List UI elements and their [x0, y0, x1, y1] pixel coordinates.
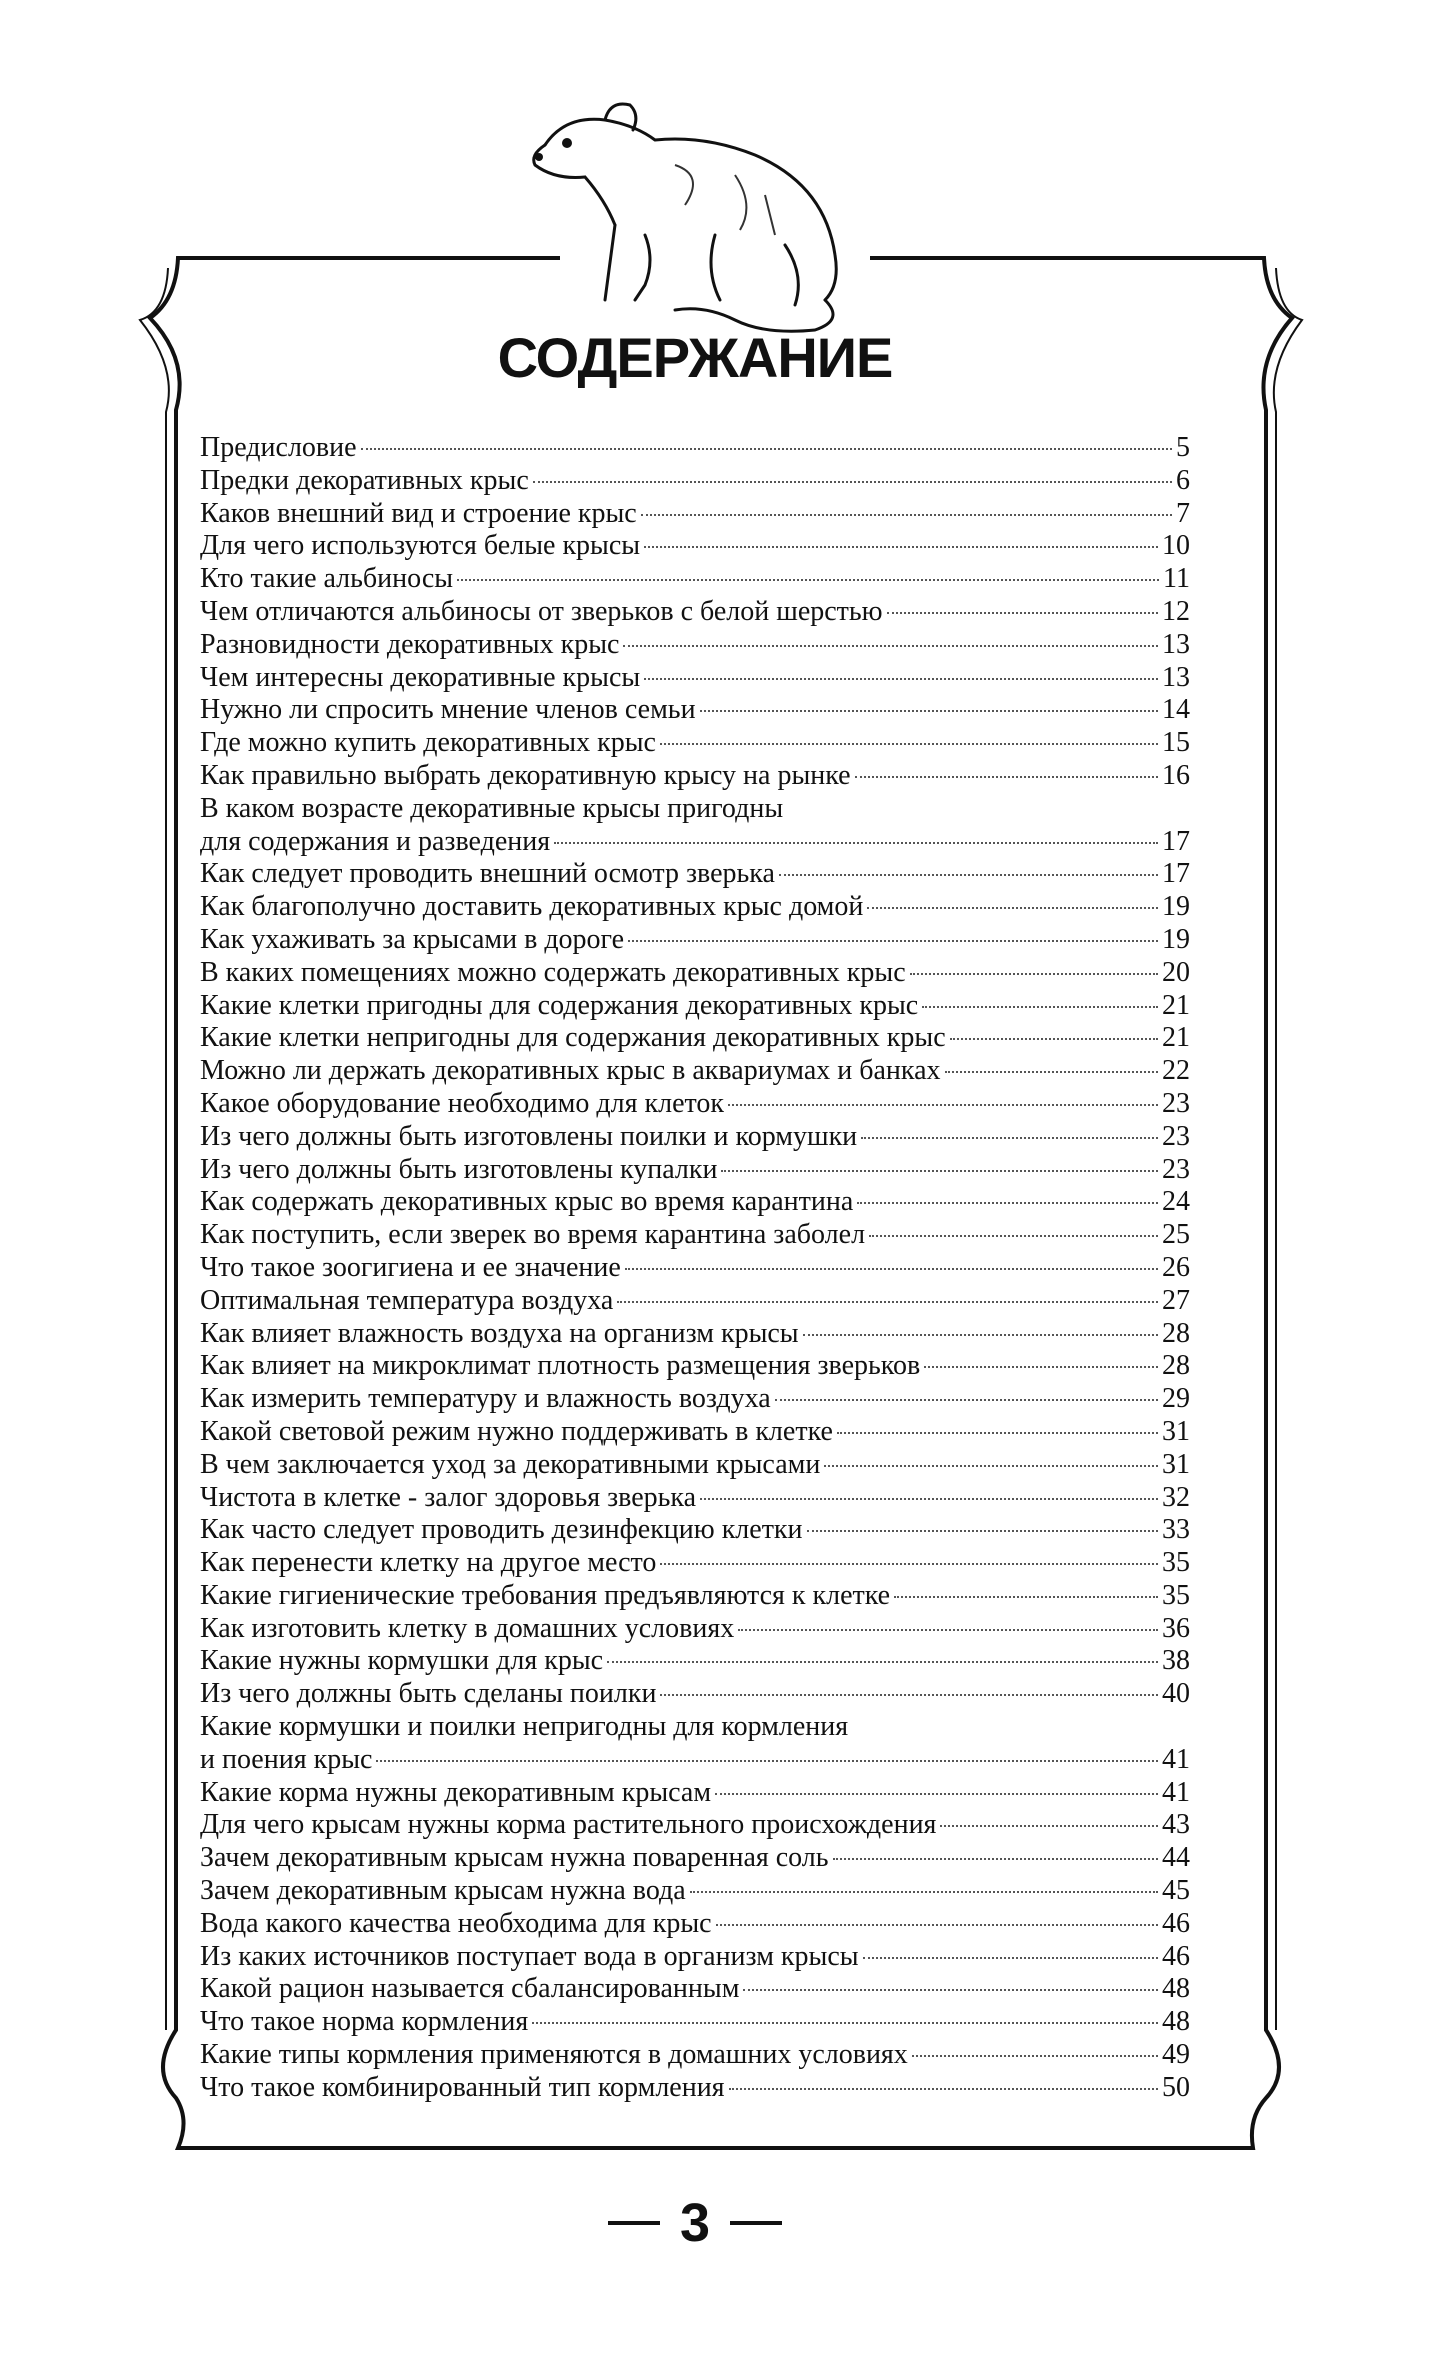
toc-line	[200, 1645, 1190, 1678]
toc-entry	[200, 465, 1190, 498]
toc-entry-title: Какие гигиенические требования предъявляются к клетке	[200, 1579, 891, 1611]
page-number	[580, 2192, 810, 2254]
toc-entry-title: Как влияет влажность воздуха на организм крысы	[200, 1317, 799, 1349]
toc-leader-dots	[700, 710, 1158, 712]
toc-entry-title: Какие кормушки и поилки непригодны для кормления	[200, 1711, 849, 1743]
toc-entry	[200, 498, 1190, 531]
toc-entry	[200, 1973, 1190, 2006]
toc-entry-title: Какое оборудование необходимо для клеток	[200, 1087, 724, 1119]
toc-entry-title: Зачем декоративным крысам нужна вода	[200, 1875, 686, 1907]
toc-entry	[200, 1711, 1190, 1777]
toc-entry-title: Из каких источников поступает вода в организм крысы	[200, 1940, 859, 1972]
toc-leader-dots	[807, 1530, 1158, 1532]
toc-line	[200, 1252, 1190, 1285]
toc-leader-dots	[641, 514, 1172, 516]
toc-page-number: 41	[1162, 1776, 1190, 1808]
toc-leader-dots	[729, 2088, 1158, 2090]
toc-page-number: 35	[1162, 1547, 1190, 1579]
toc-entry	[200, 1154, 1190, 1187]
toc-line	[200, 1908, 1190, 1941]
toc-entry-title: для содержания и разведения	[200, 825, 551, 857]
toc-page-number: 25	[1162, 1219, 1190, 1251]
toc-leader-dots	[869, 1235, 1158, 1237]
toc-page-number: 48	[1162, 1973, 1190, 2005]
toc-line	[200, 530, 1190, 563]
toc-leader-dots	[625, 1268, 1158, 1270]
toc-entry-title: Как часто следует проводить дезинфекцию клетки	[200, 1514, 803, 1546]
toc-entry-title: Из чего должны быть изготовлены поилки и кормушки	[200, 1120, 858, 1152]
toc-leader-dots	[912, 2055, 1158, 2057]
toc-entry-title: Как правильно выбрать декоративную крысу на рынке	[200, 759, 851, 791]
toc-page-number: 20	[1162, 956, 1190, 988]
toc-line	[200, 1055, 1190, 1088]
toc-page-number: 14	[1162, 694, 1190, 726]
toc-leader-dots	[863, 1957, 1158, 1959]
toc-leader-dots	[861, 1137, 1158, 1139]
toc-entry-title: Какие клетки пригодны для содержания декоративных крыс	[200, 989, 919, 1021]
toc-entry-title: Как следует проводить внешний осмотр зверька	[200, 858, 775, 890]
toc-line	[200, 1547, 1190, 1580]
toc-line	[200, 1711, 1190, 1744]
toc-entry-title: Как влияет на микроклимат плотность размещения зверьков	[200, 1350, 921, 1382]
toc-entry-title: Зачем декоративным крысам нужна поваренная соль	[200, 1842, 829, 1874]
toc-page-number: 44	[1162, 1842, 1190, 1874]
toc-leader-dots	[824, 1465, 1158, 1467]
toc-entry	[200, 990, 1190, 1023]
toc-entry	[200, 1416, 1190, 1449]
toc-line	[200, 1482, 1190, 1515]
toc-line	[200, 727, 1190, 760]
toc-page-number: 22	[1162, 1055, 1190, 1087]
toc-page-number: 26	[1162, 1251, 1190, 1283]
toc-page-number: 17	[1162, 858, 1190, 890]
toc-entry-title: Для чего используются белые крысы	[200, 530, 641, 562]
toc-page-number: 23	[1162, 1120, 1190, 1152]
toc-entry-title: Что такое зоогигиена и ее значение	[200, 1251, 621, 1283]
toc-entry-title: Оптимальная температура воздуха	[200, 1284, 614, 1316]
toc-entry	[200, 891, 1190, 924]
toc-line	[200, 990, 1190, 1023]
toc-entry	[200, 662, 1190, 695]
toc-leader-dots	[855, 776, 1158, 778]
toc-leader-dots	[803, 1334, 1158, 1336]
toc-entry-title: Как благополучно доставить декоративных крыс домой	[200, 891, 864, 923]
toc-leader-dots	[457, 579, 1159, 581]
rat-illustration	[505, 85, 905, 335]
toc-line	[200, 924, 1190, 957]
toc-leader-dots	[660, 1694, 1158, 1696]
toc-entry-title: Нужно ли спросить мнение членов семьи	[200, 694, 696, 726]
toc-entry	[200, 2039, 1190, 2072]
toc-entry	[200, 1350, 1190, 1383]
toc-entry	[200, 957, 1190, 990]
toc-entry-title: В чем заключается уход за декоративными крысами	[200, 1448, 821, 1480]
toc-page-number: 27	[1162, 1284, 1190, 1316]
toc-entry-title: В каких помещениях можно содержать декоративных крыс	[200, 956, 906, 988]
toc-page-number: 40	[1162, 1678, 1190, 1710]
toc-line	[200, 1777, 1190, 1810]
toc-line	[200, 1613, 1190, 1646]
toc-leader-dots	[533, 481, 1172, 483]
toc-entry-title: Что такое комбинированный тип кормления	[200, 2071, 725, 2103]
toc-line	[200, 1350, 1190, 1383]
toc-entry-title: Где можно купить декоративных крыс	[200, 727, 656, 759]
toc-line	[200, 2039, 1190, 2072]
toc-entry	[200, 793, 1190, 859]
toc-leader-dots	[728, 1104, 1158, 1106]
toc-page-number: 21	[1162, 1022, 1190, 1054]
toc-line	[200, 1875, 1190, 1908]
toc-page-number: 32	[1162, 1481, 1190, 1513]
toc-line	[200, 1809, 1190, 1842]
toc-entry	[200, 1580, 1190, 1613]
toc-entry	[200, 1613, 1190, 1646]
toc-leader-dots	[743, 1989, 1158, 1991]
toc-leader-dots	[924, 1366, 1158, 1368]
toc-page-number: 43	[1162, 1809, 1190, 1841]
toc-leader-dots	[894, 1596, 1158, 1598]
toc-page-number: 17	[1162, 825, 1190, 857]
toc-leader-dots	[628, 940, 1158, 942]
toc-entry	[200, 1547, 1190, 1580]
toc-leader-dots	[738, 1629, 1158, 1631]
toc-leader-dots	[623, 645, 1158, 647]
toc-leader-dots	[644, 678, 1158, 680]
toc-leader-dots	[644, 546, 1158, 548]
toc-entry-title: Какие клетки непригодны для содержания декоративных крыс	[200, 1022, 946, 1054]
toc-page-number: 16	[1162, 759, 1190, 791]
toc-page-number: 11	[1163, 563, 1190, 595]
toc-entry	[200, 2006, 1190, 2039]
toc-entry	[200, 530, 1190, 563]
toc-page-number: 23	[1162, 1153, 1190, 1185]
toc-page-number: 36	[1162, 1612, 1190, 1644]
toc-line	[200, 1941, 1190, 1974]
toc-leader-dots	[660, 1563, 1158, 1565]
toc-line	[200, 694, 1190, 727]
toc-leader-dots	[950, 1038, 1158, 1040]
toc-entry	[200, 1088, 1190, 1121]
toc-page-number: 38	[1162, 1645, 1190, 1677]
toc-entry	[200, 1318, 1190, 1351]
toc-line	[200, 1186, 1190, 1219]
toc-entry	[200, 1777, 1190, 1810]
toc-line	[200, 793, 1190, 826]
toc-entry	[200, 1383, 1190, 1416]
toc-entry-title: Какие нужны кормушки для крыс	[200, 1645, 604, 1677]
toc-line	[200, 2072, 1190, 2105]
toc-entry-title: Каков внешний вид и строение крыс	[200, 497, 637, 529]
toc-entry	[200, 1022, 1190, 1055]
toc-line	[200, 1318, 1190, 1351]
toc-entry-title: Для чего крысам нужны корма растительного происхождения	[200, 1809, 937, 1841]
dash-right	[730, 2221, 782, 2225]
toc-entry	[200, 1219, 1190, 1252]
toc-entry-title: Какой рацион называется сбалансированным	[200, 1973, 740, 2005]
toc-entry	[200, 727, 1190, 760]
toc-line	[200, 1285, 1190, 1318]
toc-entry	[200, 1678, 1190, 1711]
toc-page-number: 31	[1162, 1415, 1190, 1447]
toc-page-number: 49	[1162, 2039, 1190, 2071]
toc-leader-dots	[775, 1399, 1158, 1401]
toc-entry-title: Кто такие альбиносы	[200, 563, 454, 595]
toc-leader-dots	[910, 973, 1158, 975]
toc-entry	[200, 1842, 1190, 1875]
toc-line	[200, 629, 1190, 662]
toc-leader-dots	[554, 842, 1158, 844]
toc-entry-title: Как изготовить клетку в домашних условиях	[200, 1612, 735, 1644]
toc-entry-title: Какой световой режим нужно поддерживать в клетке	[200, 1415, 833, 1447]
toc-page-number: 6	[1176, 464, 1190, 496]
toc-entry-title: Из чего должны быть сделаны поилки	[200, 1678, 657, 1710]
toc-entry	[200, 1941, 1190, 1974]
toc-page-number: 13	[1162, 628, 1190, 660]
toc-line	[200, 1121, 1190, 1154]
toc-leader-dots	[607, 1661, 1158, 1663]
toc-leader-dots	[857, 1202, 1158, 1204]
toc-page-number: 50	[1162, 2071, 1190, 2103]
toc-leader-dots	[721, 1170, 1158, 1172]
toc-line	[200, 1088, 1190, 1121]
toc-page-number: 15	[1162, 727, 1190, 759]
toc-page-number: 35	[1162, 1579, 1190, 1611]
toc-line	[200, 760, 1190, 793]
page-title: СОДЕРЖАНИЕ	[497, 326, 893, 389]
toc-page-number: 19	[1162, 923, 1190, 955]
toc-entry-title: Из чего должны быть изготовлены купалки	[200, 1153, 718, 1185]
toc-entry	[200, 924, 1190, 957]
toc-leader-dots	[617, 1301, 1158, 1303]
toc-line	[200, 1416, 1190, 1449]
toc-line	[200, 1744, 1190, 1777]
toc-leader-dots	[922, 1006, 1158, 1008]
toc-entry	[200, 1055, 1190, 1088]
toc-leader-dots	[716, 1924, 1158, 1926]
toc-entry	[200, 1908, 1190, 1941]
dash-left	[608, 2221, 660, 2225]
toc-entry-title: Что такое норма кормления	[200, 2006, 529, 2038]
toc-page-number: 45	[1162, 1875, 1190, 1907]
toc-line	[200, 432, 1190, 465]
toc-entry-title: Какие типы кормления применяются в домашних условиях	[200, 2039, 908, 2071]
toc-line	[200, 1842, 1190, 1875]
toc-leader-dots	[945, 1071, 1158, 1073]
toc-line	[200, 1383, 1190, 1416]
toc-line	[200, 1580, 1190, 1613]
toc-page-number: 28	[1162, 1350, 1190, 1382]
toc-page-number: 13	[1162, 661, 1190, 693]
toc-entry-title: Чем отличаются альбиносы от зверьков с белой шерстью	[200, 595, 883, 627]
toc-line	[200, 1022, 1190, 1055]
toc-entry-title: Можно ли держать декоративных крыс в аквариумах и банках	[200, 1055, 941, 1087]
toc-line	[200, 891, 1190, 924]
toc-leader-dots	[867, 907, 1158, 909]
toc-line	[200, 1154, 1190, 1187]
toc-entry	[200, 432, 1190, 465]
toc-entry-title: Как измерить температуру и влажность воздуха	[200, 1383, 771, 1415]
toc-leader-dots	[376, 1760, 1158, 1762]
toc-page-number: 19	[1162, 891, 1190, 923]
toc-entry	[200, 1121, 1190, 1154]
toc-page-number: 33	[1162, 1514, 1190, 1546]
toc-entry	[200, 1186, 1190, 1219]
toc-entry-title: Как поступить, если зверек во время карантина заболел	[200, 1219, 866, 1251]
toc-leader-dots	[715, 1793, 1158, 1795]
toc-leader-dots	[833, 1858, 1158, 1860]
toc-entry-title: Чем интересны декоративные крысы	[200, 661, 641, 693]
toc-line	[200, 858, 1190, 891]
toc-line	[200, 498, 1190, 531]
toc-leader-dots	[361, 448, 1172, 450]
toc-entry	[200, 2072, 1190, 2105]
toc-line	[200, 465, 1190, 498]
toc-page-number: 24	[1162, 1186, 1190, 1218]
toc-line	[200, 596, 1190, 629]
toc-entry	[200, 563, 1190, 596]
toc-entry-title: Как содержать декоративных крыс во время карантина	[200, 1186, 854, 1218]
toc-entry	[200, 1514, 1190, 1547]
toc-entry	[200, 596, 1190, 629]
toc-entry	[200, 1645, 1190, 1678]
toc-leader-dots	[940, 1825, 1158, 1827]
toc-line	[200, 662, 1190, 695]
toc-entry-title: Как перенести клетку на другое место	[200, 1547, 657, 1579]
toc-page-number: 28	[1162, 1317, 1190, 1349]
toc-leader-dots	[660, 743, 1158, 745]
toc-page-number: 46	[1162, 1907, 1190, 1939]
toc-entry	[200, 629, 1190, 662]
toc-leader-dots	[700, 1498, 1158, 1500]
toc-page-number: 7	[1176, 497, 1190, 529]
toc-line	[200, 1973, 1190, 2006]
toc-entry	[200, 694, 1190, 727]
toc-entry-title: Как ухаживать за крысами в дороге	[200, 923, 625, 955]
toc-entry	[200, 1449, 1190, 1482]
toc-line	[200, 1678, 1190, 1711]
toc-page-number: 29	[1162, 1383, 1190, 1415]
toc-page-number: 48	[1162, 2006, 1190, 2038]
toc-leader-dots	[887, 612, 1158, 614]
toc-entry-title: Предки декоративных крыс	[200, 464, 529, 496]
toc-leader-dots	[532, 2022, 1158, 2024]
toc-entry-title: Чистота в клетке - залог здоровья зверька	[200, 1481, 697, 1513]
toc-entry-title: Предисловие	[200, 432, 357, 463]
toc-line	[200, 826, 1190, 859]
toc-entry	[200, 1482, 1190, 1515]
toc-page-number: 41	[1162, 1743, 1190, 1775]
toc-page-number: 46	[1162, 1940, 1190, 1972]
toc-entry	[200, 1252, 1190, 1285]
toc-leader-dots	[690, 1891, 1158, 1893]
toc-entry	[200, 1875, 1190, 1908]
toc-line	[200, 1449, 1190, 1482]
toc-line	[200, 957, 1190, 990]
toc-entry	[200, 760, 1190, 793]
toc-leader-dots	[779, 874, 1158, 876]
toc-page-number: 21	[1162, 989, 1190, 1021]
toc-page-number: 5	[1176, 432, 1190, 463]
toc-page-number: 23	[1162, 1087, 1190, 1119]
toc-entry-title: и поения крыс	[200, 1743, 373, 1775]
toc-entry	[200, 1809, 1190, 1842]
toc-line	[200, 2006, 1190, 2039]
toc-line	[200, 1219, 1190, 1252]
toc-entry	[200, 858, 1190, 891]
toc-entry-title: Какие корма нужны декоративным крысам	[200, 1776, 712, 1808]
toc-line	[200, 563, 1190, 596]
page-number-value: 3	[679, 2193, 711, 2253]
toc-entry-title: Вода какого качества необходима для крыс	[200, 1907, 712, 1939]
table-of-contents	[200, 432, 1190, 2105]
toc-entry	[200, 1285, 1190, 1318]
toc-line	[200, 1514, 1190, 1547]
toc-page-number: 31	[1162, 1448, 1190, 1480]
toc-page-number: 12	[1162, 595, 1190, 627]
toc-leader-dots	[837, 1432, 1158, 1434]
toc-entry-title: Разновидности декоративных крыс	[200, 628, 620, 660]
toc-page-number: 10	[1162, 530, 1190, 562]
toc-entry-title: В каком возрасте декоративные крысы пригодны	[200, 792, 784, 824]
